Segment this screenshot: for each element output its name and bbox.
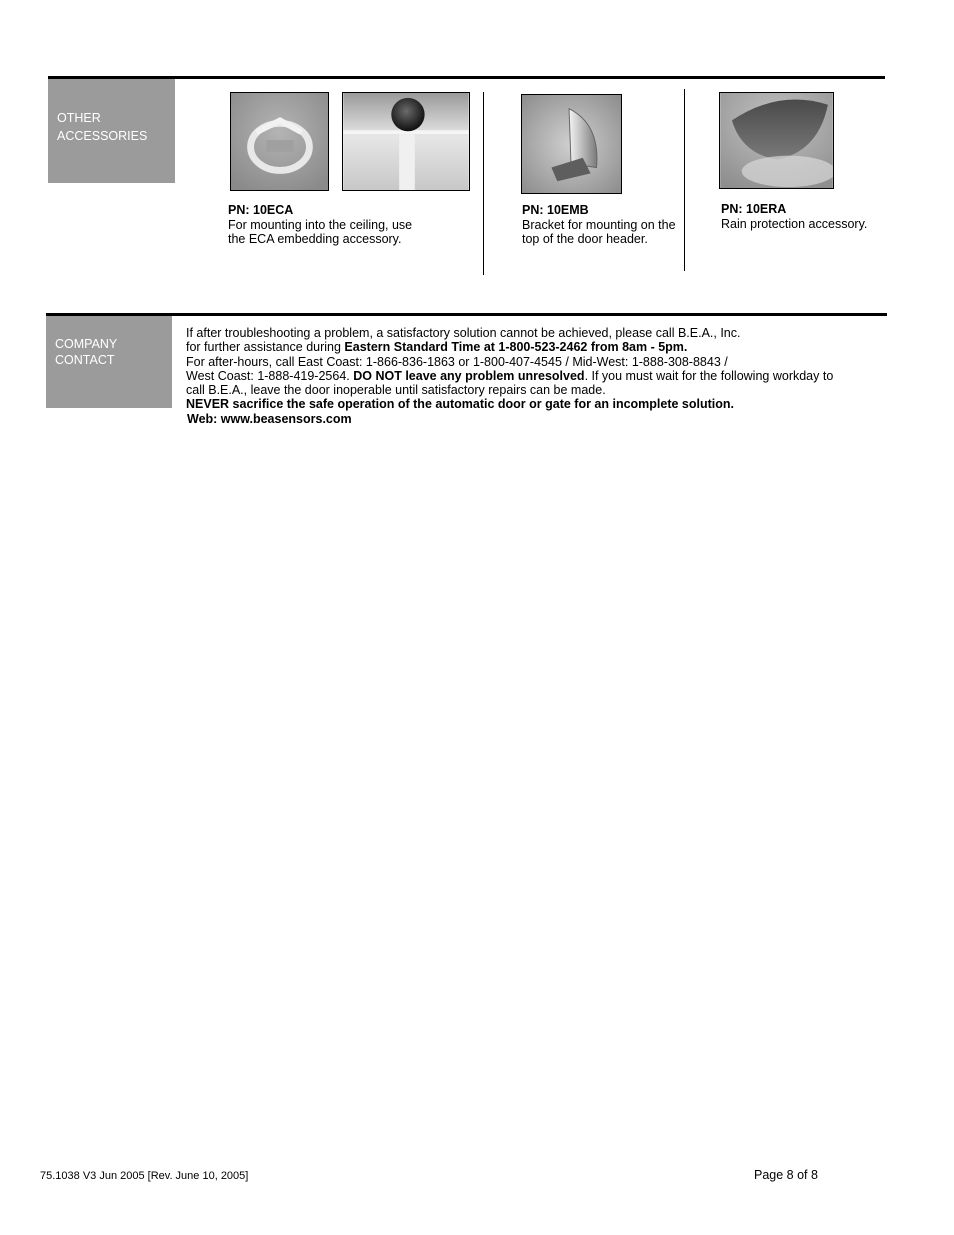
eca-photo-ring — [230, 92, 329, 191]
contact-line2 — [186, 340, 866, 354]
accessories-label-line1: OTHER — [57, 111, 101, 125]
contact-label-line2: CONTACT — [55, 352, 115, 367]
emb-description — [522, 203, 682, 247]
eca-ceiling-image — [343, 93, 469, 190]
emb-photo — [521, 94, 622, 194]
eca-desc-line2: the ECA embedding accessory. — [228, 232, 402, 246]
contact-section-label — [46, 316, 172, 408]
contact-text-block — [186, 326, 866, 426]
accessories-section-label — [48, 79, 175, 183]
eca-description — [228, 203, 428, 247]
era-photo — [719, 92, 834, 189]
footer-page-number: Page 8 of 8 — [754, 1168, 818, 1182]
contact-line4 — [186, 369, 866, 383]
contact-phone-hours: Eastern Standard Time at 1-800-523-2462 from 8am - 5pm. — [344, 340, 688, 355]
accessories-divider-2 — [684, 89, 685, 271]
era-description — [721, 202, 891, 231]
contact-line5: call B.E.A., leave the door inoperable until satisfactory repairs can be made. — [186, 383, 606, 398]
contact-top-rule — [46, 313, 887, 316]
emb-desc-line2: top of the door header. — [522, 232, 648, 246]
emb-part-number: PN: 10EMB — [522, 203, 589, 217]
accessories-divider-1 — [483, 92, 484, 275]
emb-desc-line1: Bracket for mounting on the — [522, 217, 676, 232]
accessories-label-line2: ACCESSORIES — [57, 129, 148, 143]
eca-ring-image — [231, 93, 328, 190]
footer-doc-id: 75.1038 V3 Jun 2005 [Rev. June 10, 2005] — [40, 1170, 249, 1182]
era-rain-cover-image — [720, 93, 833, 188]
contact-warning-unresolved: DO NOT leave any problem unresolved — [353, 368, 585, 383]
contact-web — [186, 412, 866, 426]
era-part-number: PN: 10ERA — [721, 202, 787, 216]
emb-bracket-image — [522, 95, 621, 193]
contact-safety-text: NEVER sacrifice the safe operation of the automatic door or gate for an incomplete solution. — [186, 397, 735, 412]
contact-line1: If after troubleshooting a problem, a satisfactory solution cannot be achieved, please call B.E.A., Inc. — [186, 326, 741, 340]
eca-part-number: PN: 10ECA — [228, 203, 294, 217]
eca-desc-line1: For mounting into the ceiling, use — [228, 217, 413, 232]
contact-web-link[interactable]: Web: www.beasensors.com — [187, 411, 352, 426]
contact-label-line1: COMPANY — [55, 337, 118, 351]
contact-line4-pre: West Coast: 1-888-419-2564. — [186, 368, 354, 383]
contact-line3: For after-hours, call East Coast: 1-866-836-1863 or 1-800-407-4545 / Mid-West: 1-888-308-8843 / — [186, 354, 728, 369]
contact-line4-post: . If you must wait for the following workday to — [584, 368, 834, 383]
eca-photo-ceiling — [342, 92, 470, 191]
contact-line2-pre: for further assistance during — [186, 340, 345, 355]
contact-safety-warning — [186, 397, 866, 411]
era-desc-line1: Rain protection accessory. — [721, 216, 868, 231]
